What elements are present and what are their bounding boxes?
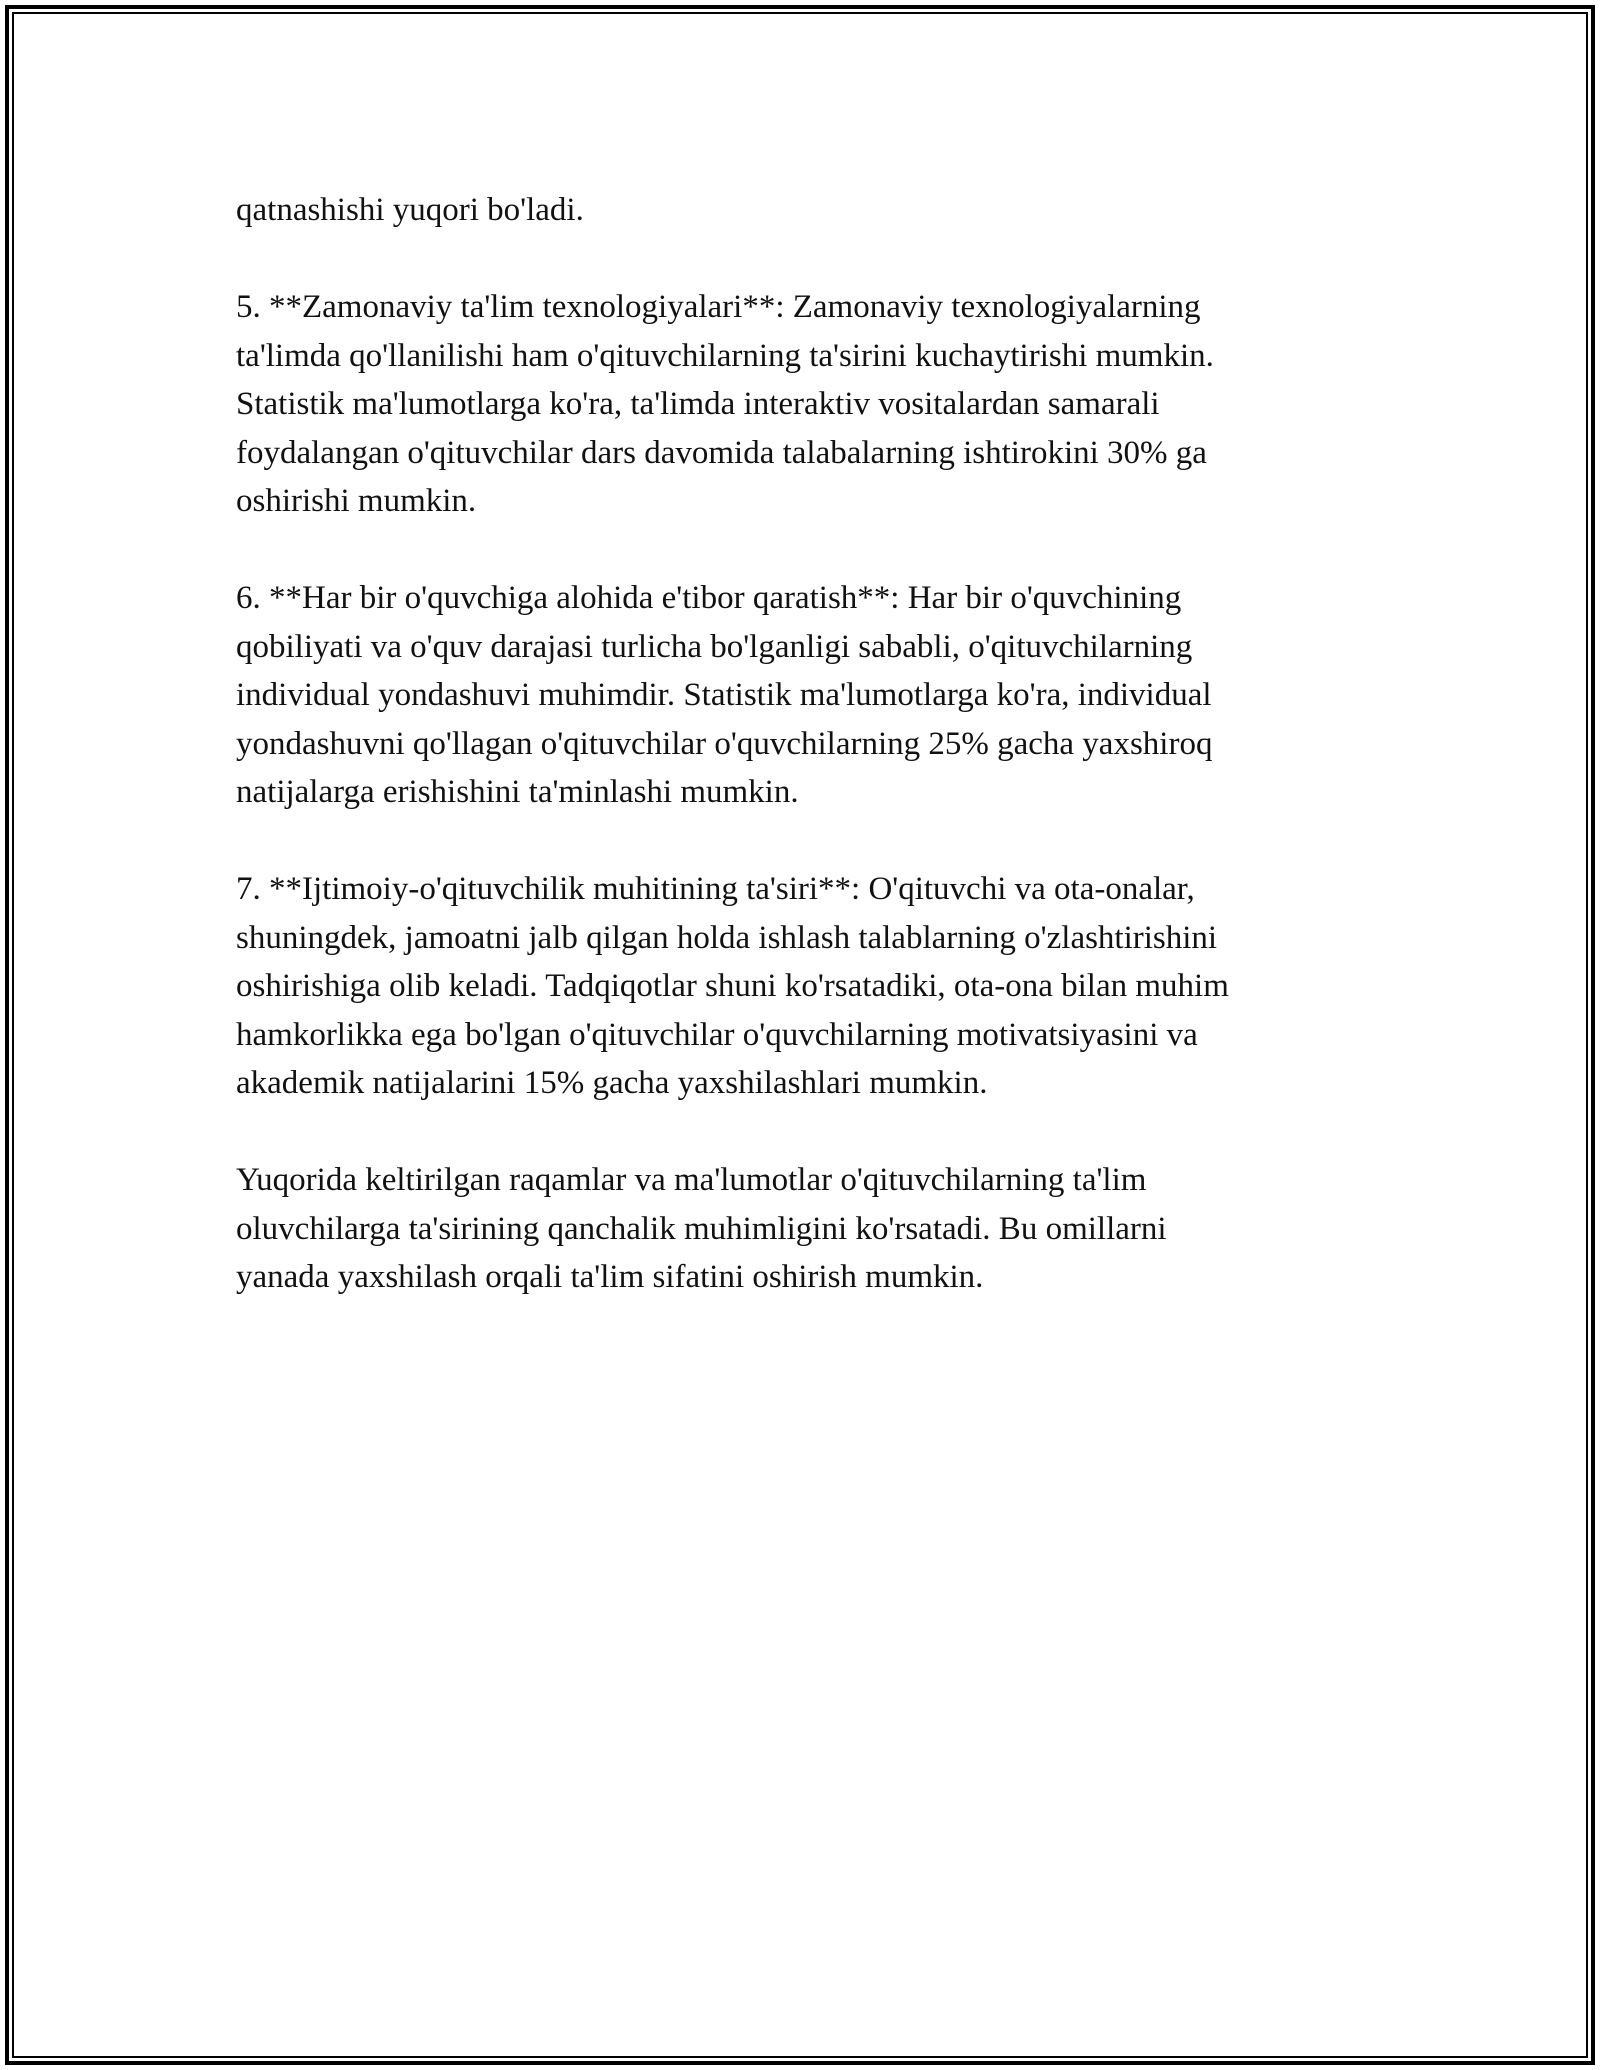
text-line: natijalarga erishishini ta'minlashi mumkin. (236, 774, 799, 810)
text-line: Statistik ma'lumotlarga ko'ra, ta'limda interaktiv vositalardan samarali (236, 386, 1160, 422)
text-line: individual yondashuvi muhimdir. Statistik ma'lumotlarga ko'ra, individual (236, 677, 1212, 713)
text-line: 5. **Zamonaviy ta'lim texnologiyalari**: Zamonaviy texnologiyalarning (236, 289, 1201, 325)
text-line: ta'limda qo'llanilishi ham o'qituvchilarning ta'sirini kuchaytirishi mumkin. (236, 337, 1214, 374)
paragraph-conclusion (236, 1156, 1366, 1302)
text-line: yondashuvni qo'llagan o'qituvchilar o'quvchilarning 25% gacha yaxshiroq (236, 725, 1213, 762)
text-line: yanada yaxshilash orqali ta'lim sifatini oshirish mumkin. (236, 1259, 984, 1295)
text-line: foydalangan o'qituvchilar dars davomida talabalarning ishtirokini 30% ga (236, 434, 1207, 471)
text-line: qobiliyati va o'quv darajasi turlicha bo'lganligi sababli, o'qituvchilarning (236, 628, 1193, 665)
text-line: oshirishi mumkin. (236, 483, 477, 519)
paragraph-item-5 (236, 283, 1366, 526)
text-line: Yuqorida keltirilgan raqamlar va ma'lumotlar o'qituvchilarning ta'lim (236, 1162, 1147, 1198)
text-line: oshirishiga olib keladi. Tadqiqotlar shuni ko'rsatadiki, ota-ona bilan muhim (236, 968, 1229, 1004)
text-line: 6. **Har bir o'quvchiga alohida e'tibor qaratish**: Har bir o'quvchining (236, 580, 1182, 616)
text-line: shuningdek, jamoatni jalb qilgan holda ishlash talablarning o'zlashtirishini (236, 919, 1218, 956)
paragraph-item-6 (236, 574, 1366, 817)
text-line: oluvchilarga ta'sirining qanchalik muhimligini ko'rsatadi. Bu omillarni (236, 1210, 1167, 1247)
text-line: akademik natijalarini 15% gacha yaxshilashlari mumkin. (236, 1065, 988, 1101)
paragraph-continuation (236, 186, 1366, 235)
paragraph-item-7 (236, 865, 1366, 1108)
document-body (236, 186, 1366, 1350)
text-line: 7. **Ijtimoiy-o'qituvchilik muhitining ta'siri**: O'qituvchi va ota-onalar, (236, 871, 1195, 907)
text-line: qatnashishi yuqori bo'ladi. (236, 192, 584, 228)
text-line: hamkorlikka ega bo'lgan o'qituvchilar o'quvchilarning motivatsiyasini va (236, 1016, 1198, 1053)
